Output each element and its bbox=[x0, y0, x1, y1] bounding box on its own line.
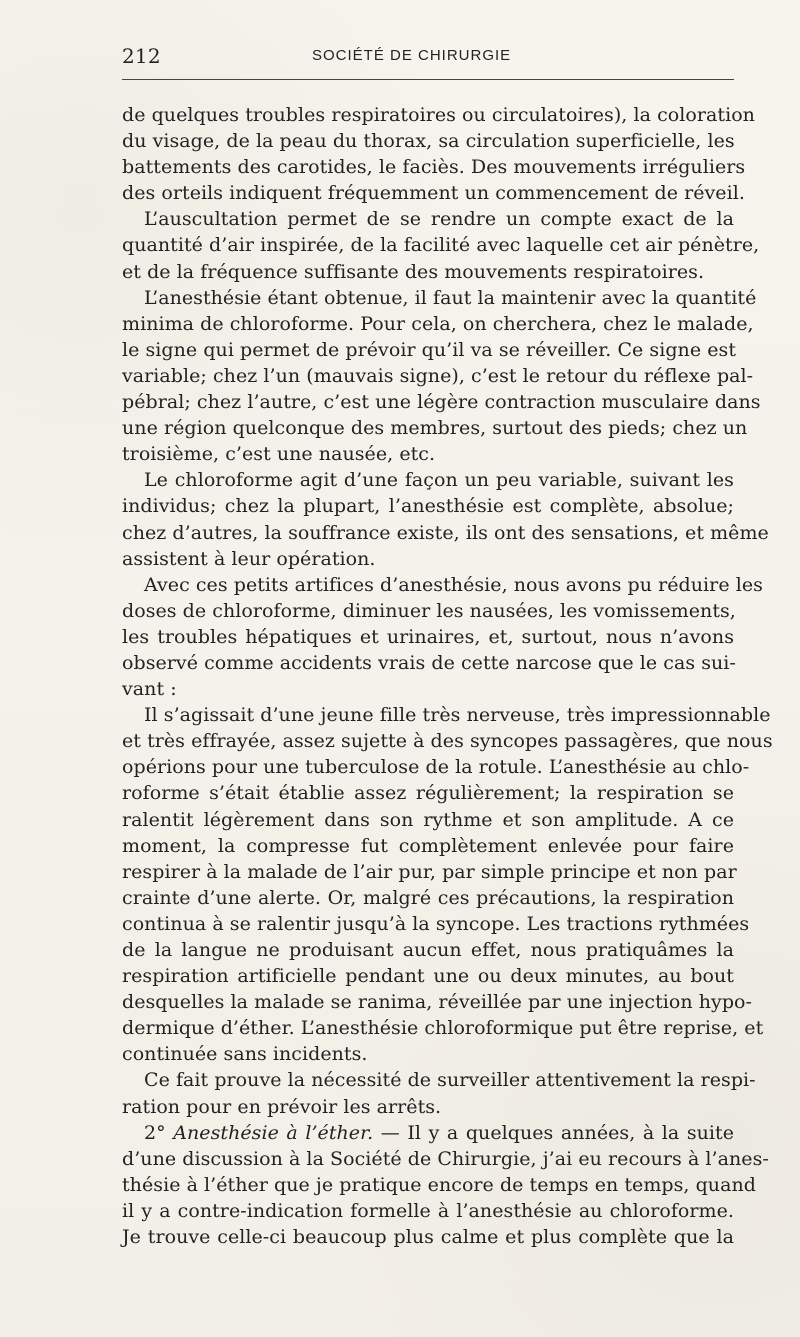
text-line: L’auscultation permet de se rendre un compte exact de la bbox=[144, 208, 734, 231]
text-line: et très effrayée, assez sujette à des syncopes passagères, que nous bbox=[122, 730, 773, 753]
body-text bbox=[122, 102, 773, 1250]
text-line: et de la fréquence suffisante des mouvements respiratoires. bbox=[122, 260, 705, 283]
text-line: ralentit légèrement dans son rythme et son amplitude. A ce bbox=[122, 808, 734, 831]
text-line: assistent à leur opération. bbox=[122, 547, 376, 570]
text-line: roforme s’était établie assez régulièrement; la respiration se bbox=[122, 782, 734, 805]
text-line: ration pour en prévoir les arrêts. bbox=[122, 1095, 442, 1118]
text-line: dermique d’éther. L’anesthésie chloroformique put être reprise, et bbox=[122, 1017, 764, 1040]
text-line: L’anesthésie étant obtenue, il faut la maintenir avec la quantité bbox=[144, 286, 757, 309]
text-line: quantité d’air inspirée, de la facilité avec laquelle cet air pénètre, bbox=[122, 234, 760, 257]
header-rule bbox=[122, 79, 734, 80]
text-line: du visage, de la peau du thorax, sa circulation superficielle, les bbox=[122, 130, 735, 153]
text-line: Il s’agissait d’une jeune fille très nerveuse, très impressionnable bbox=[144, 704, 771, 727]
text-line: d’une discussion à la Société de Chirurgie, j’ai eu recours à l’anes- bbox=[122, 1147, 769, 1170]
text-line: Le chloroforme agit d’une façon un peu variable, suivant les bbox=[144, 469, 734, 492]
section-number: 2° bbox=[144, 1121, 174, 1144]
text-line: observé comme accidents vrais de cette narcose que le cas sui- bbox=[122, 651, 736, 674]
section-intro: — Il y a quelques années, à la suite bbox=[373, 1121, 735, 1144]
text-line: vant : bbox=[122, 678, 177, 701]
text-line: minima de chloroforme. Pour cela, on cherchera, chez le malade, bbox=[122, 312, 754, 335]
text-line: continua à se ralentir jusqu’à la syncope. Les tractions rythmées bbox=[122, 912, 750, 935]
text-line: variable; chez l’un (mauvais signe), c’est le retour du réflexe pal- bbox=[122, 364, 754, 387]
text-line: une région quelconque des membres, surtout des pieds; chez un bbox=[122, 417, 748, 440]
running-head: SOCIÉTÉ DE CHIRURGIE bbox=[312, 47, 512, 64]
text-line: Ce fait prouve la nécessité de surveiller attentivement la respi- bbox=[144, 1069, 756, 1092]
text-line: desquelles la malade se ranima, réveillée par une injection hypo- bbox=[122, 991, 752, 1014]
text-line: thésie à l’éther que je pratique encore de temps en temps, quand bbox=[122, 1173, 756, 1196]
text-line: pébral; chez l’autre, c’est une légère contraction musculaire dans bbox=[122, 391, 761, 414]
text-line: respirer à la malade de l’air pur, par simple principe et non par bbox=[122, 860, 737, 883]
text-line: des orteils indiquent fréquemment un commencement de réveil. bbox=[122, 182, 745, 205]
text-line: opérions pour une tuberculose de la rotule. L’anesthésie au chlo- bbox=[122, 756, 750, 779]
text-line: Avec ces petits artifices d’anesthésie, nous avons pu réduire les bbox=[144, 573, 763, 596]
text-line: crainte d’une alerte. Or, malgré ces précautions, la respiration bbox=[122, 886, 734, 909]
text-line: de quelques troubles respiratoires ou circulatoires), la coloration bbox=[122, 104, 755, 126]
text-line: doses de chloroforme, diminuer les nausées, les vomissements, bbox=[122, 599, 736, 622]
text-line: battements des carotides, le faciès. Des mouvements irréguliers bbox=[122, 156, 746, 179]
text-line: chez d’autres, la souffrance existe, ils ont des sensations, et même bbox=[122, 521, 769, 544]
text-line: troisième, c’est une nausée, etc. bbox=[122, 443, 436, 466]
text-line: Je trouve celle-ci beaucoup plus calme et plus complète que la bbox=[122, 1226, 734, 1249]
text-line: le signe qui permet de prévoir qu’il va se réveiller. Ce signe est bbox=[122, 338, 736, 361]
text-line: individus; chez la plupart, l’anesthésie est complète, absolue; bbox=[122, 495, 734, 518]
text-line: il y a contre-indication formelle à l’anesthésie au chloroforme. bbox=[122, 1199, 734, 1222]
text-line: moment, la compresse fut complètement enlevée pour faire bbox=[122, 834, 734, 857]
text-line: respiration artificielle pendant une ou deux minutes, au bout bbox=[122, 965, 734, 988]
text-line: les troubles hépatiques et urinaires, et, surtout, nous n’avons bbox=[122, 625, 734, 648]
page-header bbox=[122, 44, 734, 68]
section-title: Anesthésie à l’éther. bbox=[173, 1121, 374, 1144]
page-number: 212 bbox=[122, 44, 161, 68]
text-line: continuée sans incidents. bbox=[122, 1043, 368, 1066]
section-heading-line bbox=[122, 1120, 734, 1146]
text-line: de la langue ne produisant aucun effet, nous pratiquâmes la bbox=[122, 939, 734, 961]
